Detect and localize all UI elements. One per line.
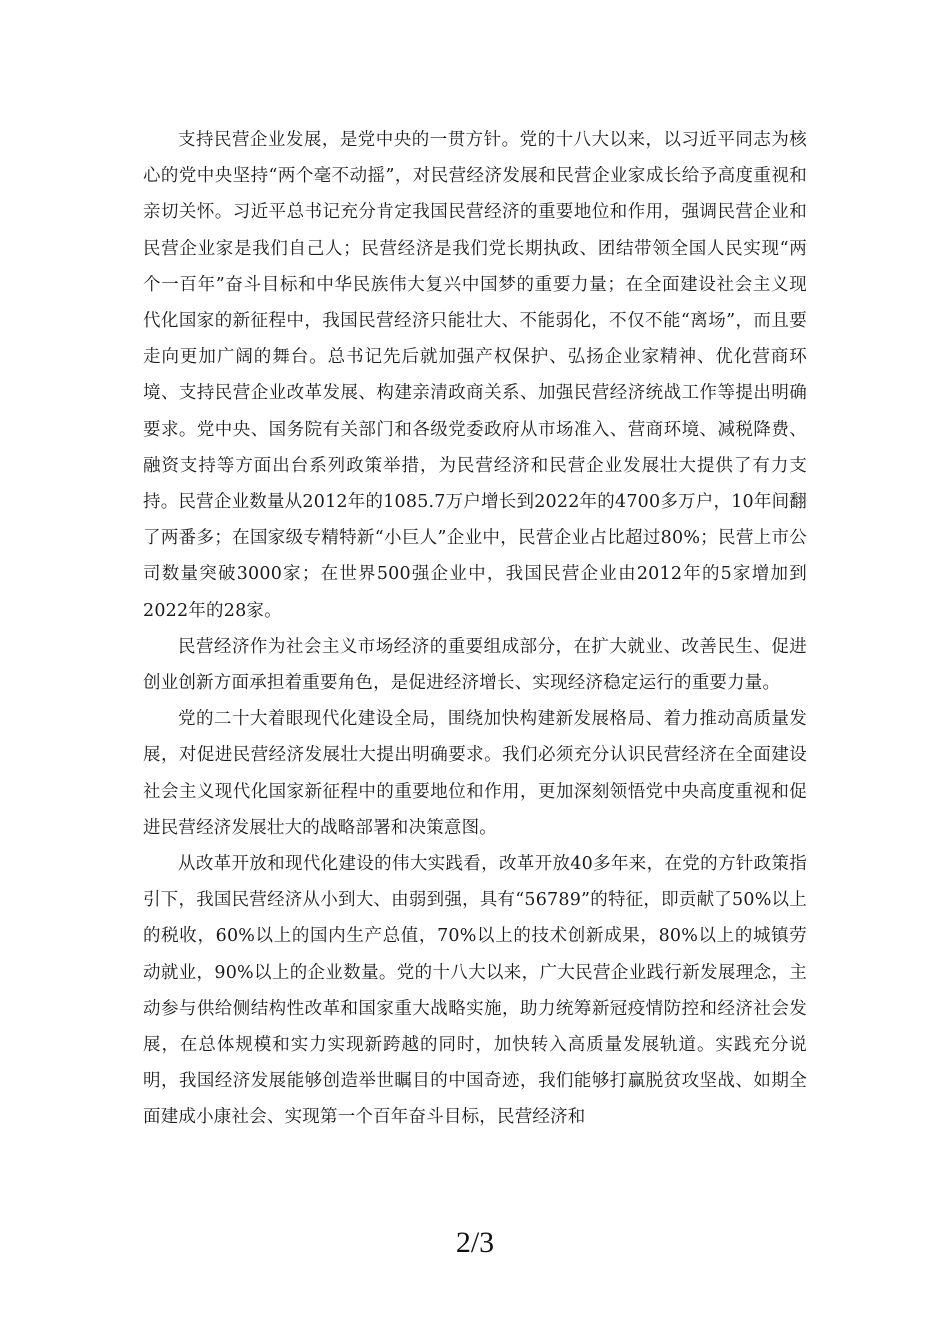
paragraph-2: 民营经济作为社会主义市场经济的重要组成部分，在扩大就业、改善民生、促进创业创新方面承担着重要角色，是促进经济增长、实现经济稳定运行的重要力量。 bbox=[143, 636, 807, 694]
paragraph-1: 支持民营企业发展，是党中央的一贯方针。党的十八大以来，以习近平同志为核心的党中央坚持“两个毫不动摇”，对民营经济发展和民营企业家成长给予高度重视和亲切关怀。习近平总书记充分肯定我国民营经济的重要地位和作用，强调民营企业和民营企业家是我们自己人；民营经济是我们党长期执政、团结带领全国人民实现“两个一百年”奋斗目标和中华民族伟大复兴中国梦的重要力量；在全面建设社会主义现代化国家的新征程中，我国民营经济只能壮大、不能弱化，不仅不能“离场”，而且要走向更加广阔的舞台。总书记先后就加强产权保护、弘扬企业家精神、优化营商环境、支持民营企业改革发展、构建亲清政商关系、加强民营经济统战工作等提出明确要求。党中央、国务院有关部门和各级党委政府从市场准入、营商环境、减税降费、融资支持等方面出台系列政策举措，为民营经济和民营企业发展壮大提供了有力支持。民营企业数量从2012年的1085.7万户增长到2022年的4700多万户，10年间翻了两番多；在国家级专精特新“小巨人”企业中，民营企业占比超过80%；民营上市公司数量突破3000家；在世界500强企业中，我国民营企业由2012年的5家增加到2022年的28家。 bbox=[143, 130, 807, 621]
document-body bbox=[143, 122, 807, 1136]
paragraph-4: 从改革开放和现代化建设的伟大实践看，改革开放40多年来，在党的方针政策指引下，我国民营经济从小到大、由弱到强，具有“56789”的特征，即贡献了50%以上的税收，60%以上的国内生产总值，70%以上的技术创新成果，80%以上的城镇劳动就业，90%以上的企业数量。党的十八大以来，广大民营企业践行新发展理念，主动参与供给侧结构性改革和国家重大战略实施，助力统筹新冠疫情防控和经济社会发展，在总体规模和实力实现新跨越的同时，加快转入高质量发展轨道。实践充分说明，我国经济发展能够创造举世瞩目的中国奇迹，我们能够打赢脱贫攻坚战、如期全面建成小康社会、实现第一个百年奋斗目标，民营经济和 bbox=[143, 854, 807, 1128]
page-number: 2/3 bbox=[455, 1226, 495, 1259]
paragraph-3: 党的二十大着眼现代化建设全局，围绕加快构建新发展格局、着力推动高质量发展，对促进民营经济发展壮大提出明确要求。我们必须充分认识民营经济在全面建设社会主义现代化国家新征程中的重要地位和作用，更加深刻领悟党中央高度重视和促进民营经济发展壮大的战略部署和决策意图。 bbox=[143, 709, 807, 838]
